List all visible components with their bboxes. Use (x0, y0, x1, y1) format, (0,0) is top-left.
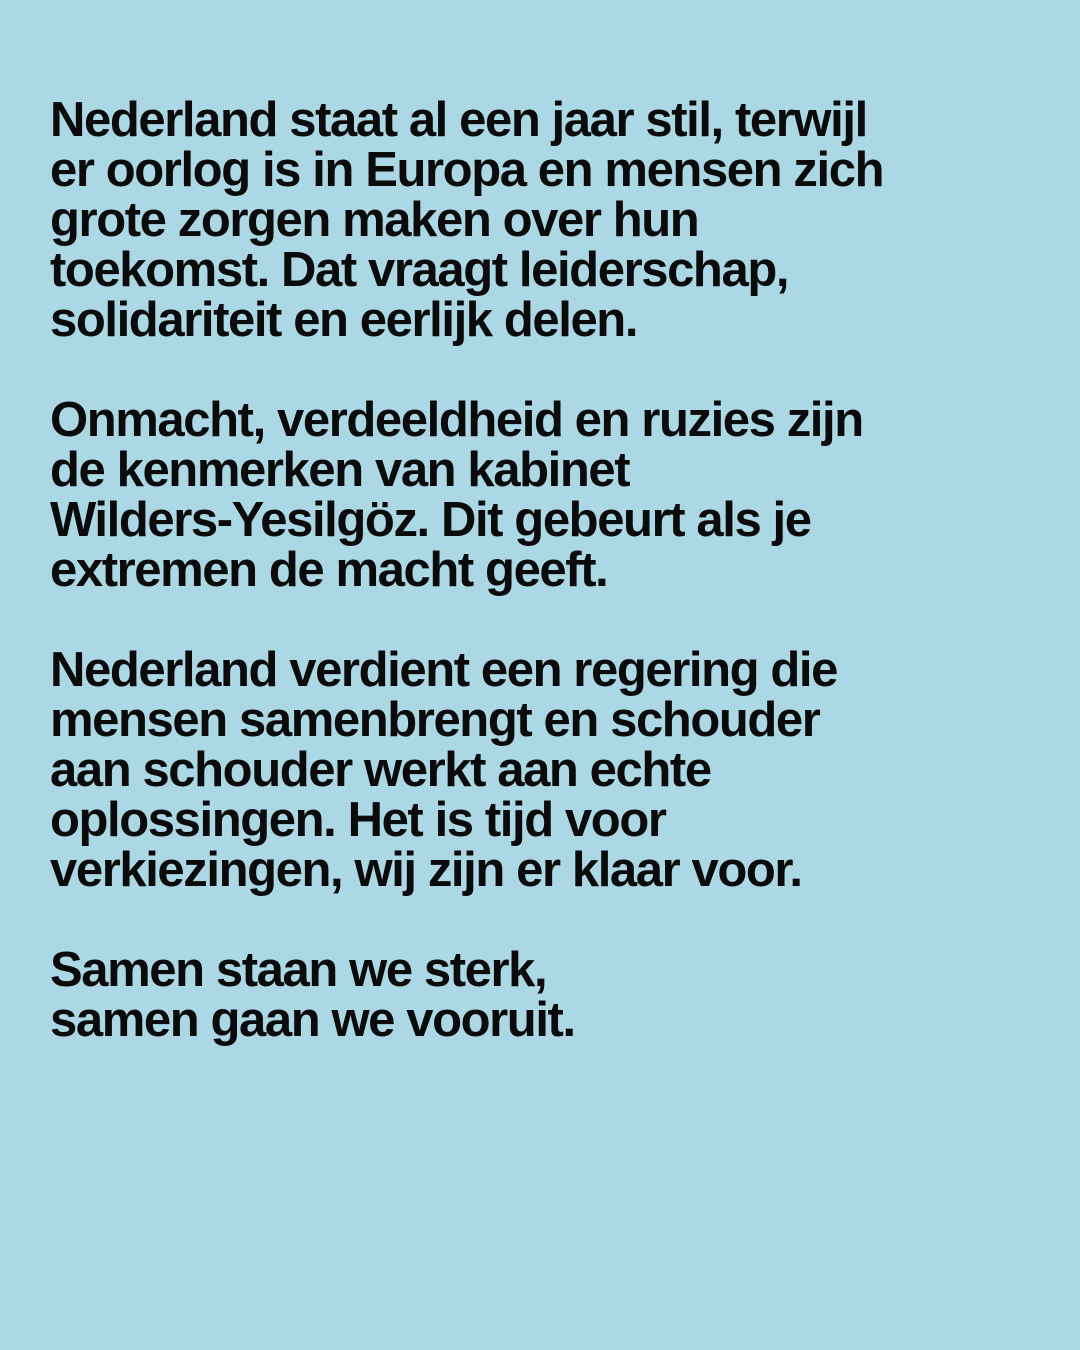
text-line: Nederland staat al een jaar stil, terwijl (50, 93, 867, 147)
text-line: extremen de macht geeft. (50, 543, 608, 597)
text-line: mensen samenbrengt en schouder (50, 693, 820, 747)
text-line: grote zorgen maken over hun (50, 193, 699, 247)
text-line: samen gaan we vooruit. (50, 993, 575, 1047)
statement-text (50, 95, 1040, 1095)
text-line: er oorlog is in Europa en mensen zich (50, 143, 884, 197)
text-line: Nederland verdient een regering die (50, 643, 837, 697)
paragraph-3 (50, 645, 1040, 895)
closing-slogan (50, 945, 1040, 1045)
paragraph-1 (50, 95, 1040, 345)
text-line: verkiezingen, wij zijn er klaar voor. (50, 843, 802, 897)
text-line: de kenmerken van kabinet (50, 443, 630, 497)
text-line: toekomst. Dat vraagt leiderschap, (50, 243, 789, 297)
paragraph-2 (50, 395, 1040, 595)
text-line: oplossingen. Het is tijd voor (50, 793, 666, 847)
text-line: Onmacht, verdeeldheid en ruzies zijn (50, 393, 863, 447)
text-line: solidariteit en eerlijk delen. (50, 293, 638, 347)
text-line: Wilders-Yesilgöz. Dit gebeurt als je (50, 493, 811, 547)
text-line: aan schouder werkt aan echte (50, 743, 711, 797)
text-line: Samen staan we sterk, (50, 943, 547, 997)
